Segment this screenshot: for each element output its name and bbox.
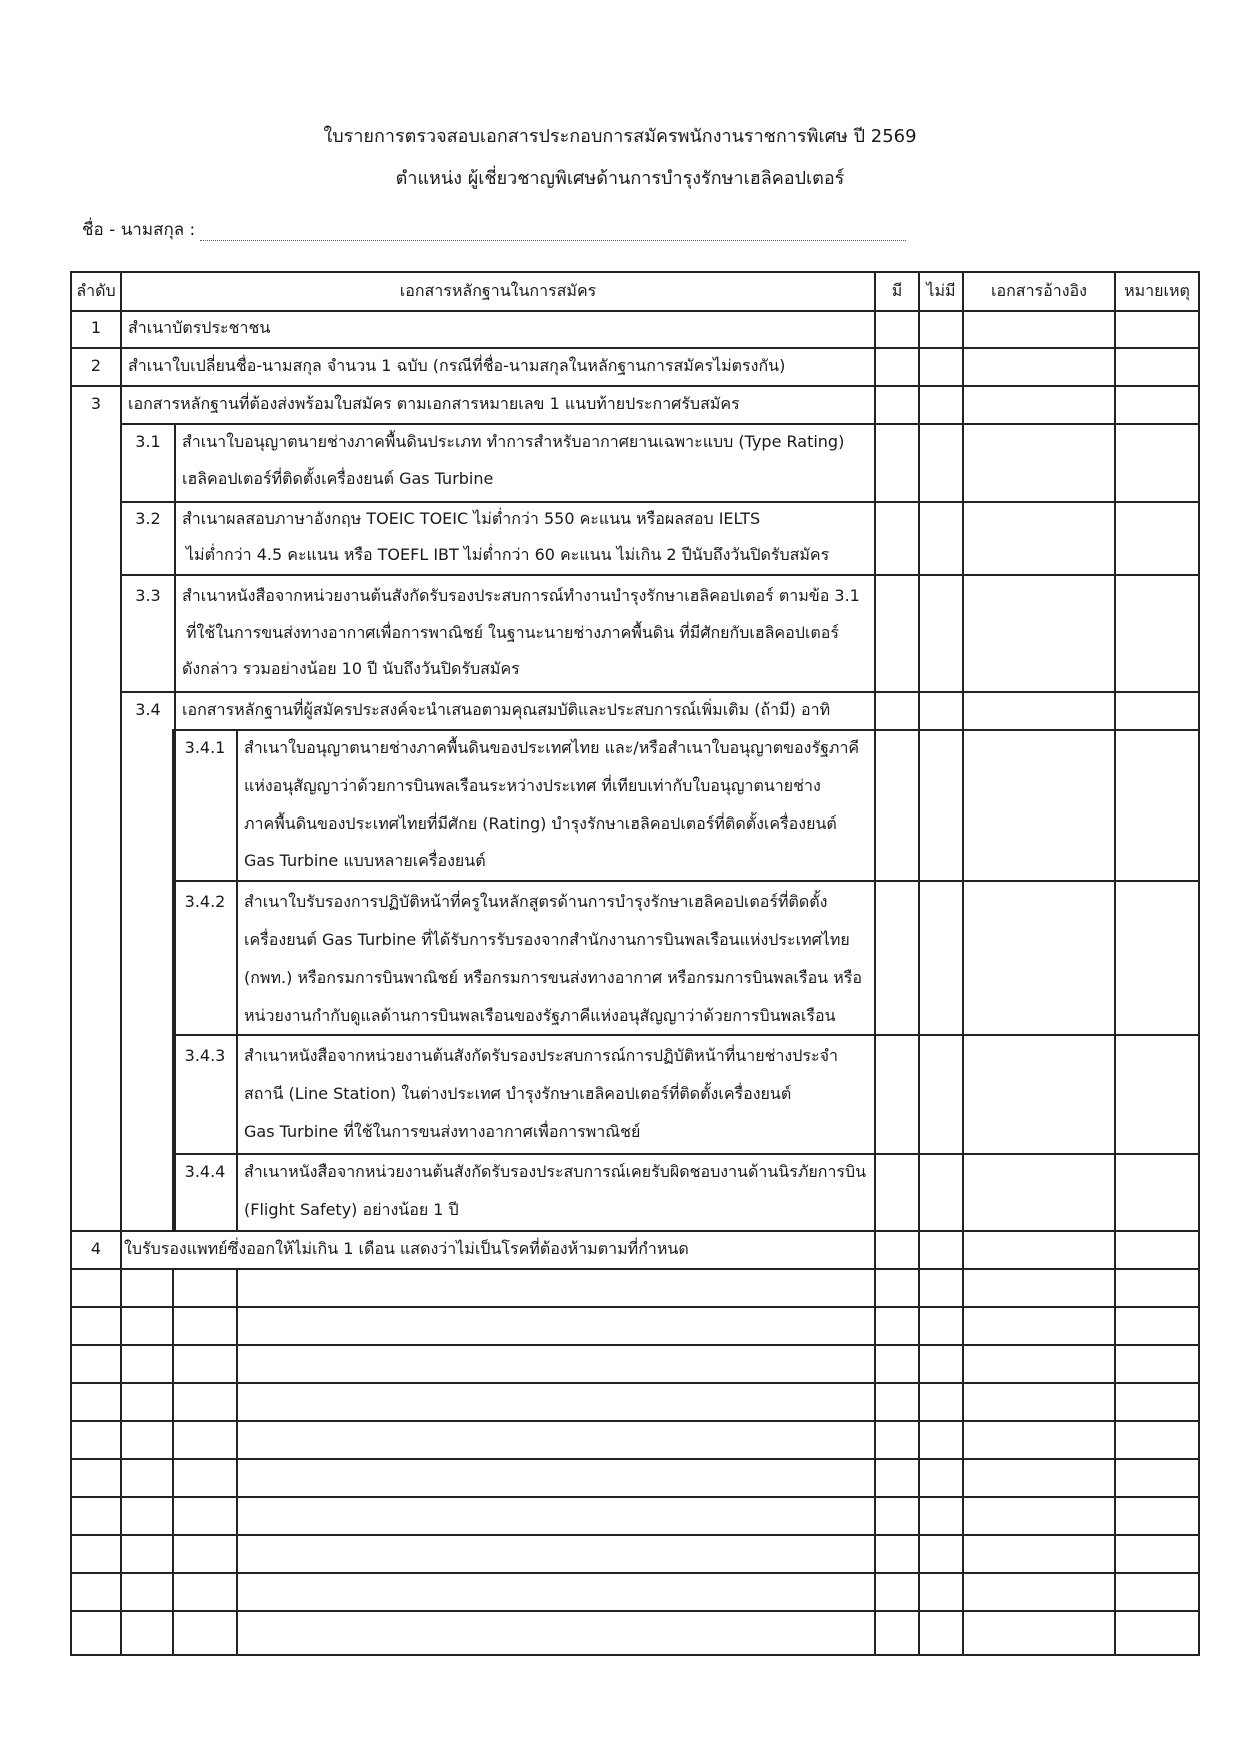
row-line — [70, 1458, 1200, 1460]
row-number: 3.1 — [135, 432, 161, 451]
row-text: สำเนาบัตรประชาชน — [128, 318, 271, 337]
row-number: 3.3 — [135, 586, 161, 605]
row-number: 3.4.4 — [184, 1162, 226, 1181]
row-line — [70, 310, 1200, 312]
table-border-right — [1198, 271, 1200, 1656]
row-line — [70, 1306, 1200, 1308]
row-number: 4 — [90, 1239, 102, 1258]
row-text-line: สำเนาผลสอบภาษาอังกฤษ TOEIC TOEIC ไม่ต่ำกว่า 550 คะแนน หรือผลสอบ IELTS — [182, 509, 761, 528]
row-text-line: ดังกล่าว รวมอย่างน้อย 10 ปี นับถึงวันปิดรับสมัคร — [182, 659, 520, 678]
row-line — [70, 1572, 1200, 1574]
row-line — [70, 385, 1200, 387]
row-text-line: (กพท.) หรือกรมการบินพาณิชย์ หรือกรมการขนส่งทางอากาศ หรือกรมการบินพลเรือน หรือ — [244, 968, 862, 987]
row-text-line: แห่งอนุสัญญาว่าด้วยการบินพลเรือนระหว่างประเทศ ที่เทียบเท่ากับใบอนุญาตนายช่าง — [244, 776, 821, 795]
row-number: 3 — [90, 394, 102, 413]
row-line — [70, 1420, 1200, 1422]
row-line — [70, 1610, 1200, 1612]
row-line — [174, 1034, 1200, 1036]
row-number: 3.4.2 — [184, 892, 226, 911]
col-sep-sub — [174, 423, 176, 1232]
row-line — [70, 1230, 1200, 1232]
row-text-line: หน่วยงานกำกับดูแลด้านการบินพลเรือนของรัฐภาคีแห่งอนุสัญญาว่าด้วยการบินพลเรือน — [244, 1006, 836, 1025]
row-line — [122, 691, 1200, 693]
header-remark: หมายเหตุ — [1124, 281, 1190, 300]
header-seq: ลำดับ — [76, 281, 116, 300]
row-number: 1 — [90, 318, 102, 337]
col-sep-nothave — [918, 271, 920, 1656]
row-text-line: สำเนาใบอนุญาตนายช่างภาคพื้นดินประเภท ทำการสำหรับอากาศยานเฉพาะแบบ (Type Rating) — [182, 432, 845, 451]
row-number: 3.4 — [135, 700, 161, 719]
table-border-top — [70, 271, 1200, 273]
col-sep-subsub-empty — [236, 1268, 238, 1656]
row-text: เอกสารหลักฐานที่ผู้สมัครประสงค์จะนำเสนอตามคุณสมบัติและประสบการณ์เพิ่มเติม (ถ้ามี) อาทิ — [182, 700, 831, 719]
row-line — [174, 880, 1200, 882]
form-title: ใบรายการตรวจสอบเอกสารประกอบการสมัครพนักงานราชการพิเศษ ปี 2569 — [323, 126, 917, 147]
row-text-line: (Flight Safety) อย่างน้อย 1 ปี — [244, 1200, 459, 1219]
header-not-have: ไม่มี — [926, 281, 956, 300]
col-sep-have — [874, 271, 876, 1656]
row-number: 3.2 — [135, 509, 161, 528]
row-text-line: สำเนาใบอนุญาตนายช่างภาคพื้นดินของประเทศไทย และ/หรือสำเนาใบอนุญาตของรัฐภาคี — [244, 738, 860, 757]
row-line — [122, 423, 1200, 425]
row-text-line: เครื่องยนต์ Gas Turbine ที่ได้รับการรับรองจากสำนักงานการบินพลเรือนแห่งประเทศไทย — [244, 930, 850, 949]
row-line — [70, 1268, 1200, 1270]
row-line — [70, 1344, 1200, 1346]
header-reference: เอกสารอ้างอิง — [991, 281, 1087, 300]
row-line — [70, 1534, 1200, 1536]
col-sep-remark — [1114, 271, 1116, 1656]
position-line: ตำแหน่ง ผู้เชี่ยวชาญพิเศษด้านการบำรุงรักษาเฮลิคอปเตอร์ — [395, 168, 845, 189]
row-text-line: Gas Turbine แบบหลายเครื่องยนต์ — [244, 851, 486, 870]
row-text-line: ภาคพื้นดินของประเทศไทยที่มีศักย (Rating) บำรุงรักษาเฮลิคอปเตอร์ที่ติดตั้งเครื่องยนต์ — [244, 814, 837, 833]
row-text-line: ไม่ต่ำกว่า 4.5 คะแนน หรือ TOEFL IBT ไม่ต่ำกว่า 60 คะแนน ไม่เกิน 2 ปีนับถึงวันปิดรับสมัคร — [186, 545, 830, 564]
row-line — [70, 1496, 1200, 1498]
col-sep-34-desc — [172, 729, 174, 1232]
row-text-line: สำเนาใบรับรองการปฏิบัติหน้าที่ครูในหลักสูตรด้านการบำรุงรักษาเฮลิคอปเตอร์ที่ติดตั้ง — [244, 892, 828, 911]
col-sep-sub-empty — [172, 1268, 174, 1656]
row-line — [122, 501, 1200, 503]
col-sep-reference — [962, 271, 964, 1656]
row-text-line: สำเนาหนังสือจากหน่วยงานต้นสังกัดรับรองประสบการณ์การปฏิบัติหน้าที่นายช่างประจำ — [244, 1046, 838, 1065]
row-line — [70, 1382, 1200, 1384]
row-text-line: ที่ใช้ในการขนส่งทางอากาศเพื่อการพาณิชย์ ในฐานะนายช่างภาคพื้นดิน ที่มีศักยกับเฮลิคอปเตอร์ — [186, 623, 839, 642]
row-text-line: สำเนาหนังสือจากหน่วยงานต้นสังกัดรับรองประสบการณ์เคยรับผิดชอบงานด้านนิรภัยการบิน — [244, 1162, 867, 1181]
row-text: เอกสารหลักฐานที่ต้องส่งพร้อมใบสมัคร ตามเอกสารหมายเลข 1 แนบท้ายประกาศรับสมัคร — [128, 394, 740, 413]
name-field[interactable] — [200, 240, 906, 241]
row-number: 2 — [90, 356, 102, 375]
name-label: ชื่อ - นามสกุล : — [82, 220, 196, 240]
row-line — [174, 729, 1200, 731]
header-have: มี — [891, 281, 903, 300]
row-text-line: สถานี (Line Station) ในต่างประเทศ บำรุงรักษาเฮลิคอปเตอร์ที่ติดตั้งเครื่องยนต์ — [244, 1084, 792, 1103]
row-line — [122, 574, 1200, 576]
row-number: 3.4.1 — [184, 738, 226, 757]
table-border-left — [70, 271, 72, 1656]
header-documents: เอกสารหลักฐานในการสมัคร — [399, 281, 597, 300]
table-border-bottom — [70, 1654, 1200, 1656]
row-text-line: เฮลิคอปเตอร์ที่ติดตั้งเครื่องยนต์ Gas Turbine — [182, 469, 494, 488]
row-text: ใบรับรองแพทย์ซึ่งออกให้ไม่เกิน 1 เดือน แสดงว่าไม่เป็นโรคที่ต้องห้ามตามที่กำหนด — [124, 1239, 689, 1258]
row-line — [174, 1153, 1200, 1155]
row-text: สำเนาใบเปลี่ยนชื่อ-นามสกุล จำนวน 1 ฉบับ (กรณีที่ชื่อ-นามสกุลในหลักฐานการสมัครไม่ตรงกัน) — [128, 356, 786, 375]
row-text-line: Gas Turbine ที่ใช้ในการขนส่งทางอากาศเพื่อการพาณิชย์ — [244, 1122, 641, 1141]
row-text-line: สำเนาหนังสือจากหน่วยงานต้นสังกัดรับรองประสบการณ์ทำงานบำรุงรักษาเฮลิคอปเตอร์ ตามข้อ 3.1 — [182, 586, 860, 605]
col-sep-subsub — [236, 729, 238, 1232]
row-line — [70, 347, 1200, 349]
row-number: 3.4.3 — [184, 1046, 226, 1065]
col-sep-seq — [120, 271, 122, 1656]
